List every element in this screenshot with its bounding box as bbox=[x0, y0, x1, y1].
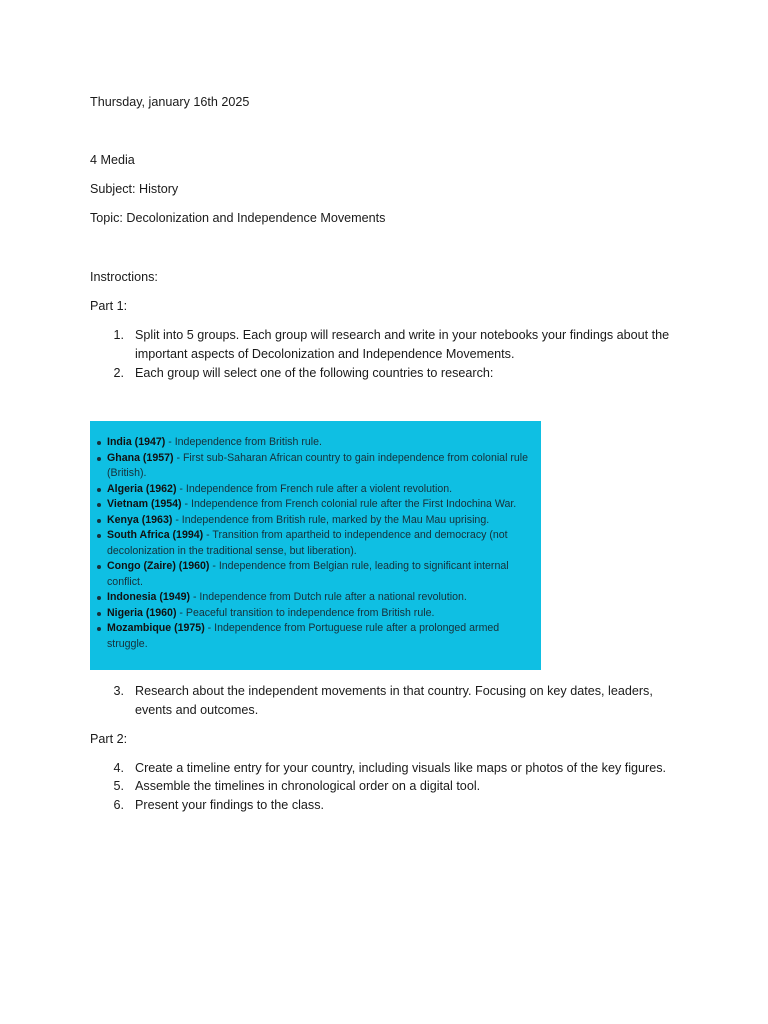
part1-heading: Part 1: bbox=[90, 299, 128, 313]
list-item-text: Create a timeline entry for your country, including visuals like maps or photos of the key figures. bbox=[135, 761, 667, 775]
country-item bbox=[96, 559, 536, 590]
bullet-icon bbox=[97, 503, 101, 507]
instructions-heading: Instroctions: bbox=[90, 270, 158, 284]
list-item-number: 2. bbox=[113, 366, 124, 380]
country-item bbox=[96, 435, 536, 451]
country-description: - Independence from Belgian rule, leading to significant internal conflict. bbox=[107, 560, 509, 588]
part2-heading: Part 2: bbox=[90, 732, 128, 746]
country-description: - Independence from French rule after a violent revolution. bbox=[176, 482, 453, 495]
country-item bbox=[96, 482, 536, 498]
country-description: - Independence from British rule, marked by the Mau Mau uprising. bbox=[172, 513, 490, 526]
bullet-icon bbox=[97, 519, 101, 523]
country-item bbox=[96, 590, 536, 606]
country-description: - Independence from French colonial rule after the First Indochina War. bbox=[181, 498, 517, 510]
list-item-text: Assemble the timelines in chronological order on a digital tool. bbox=[135, 779, 481, 793]
country-description: - Peaceful transition to independence from British rule. bbox=[176, 606, 435, 619]
countries-list bbox=[96, 435, 536, 652]
country-name: Indonesia (1949) bbox=[107, 591, 191, 603]
bullet-icon bbox=[97, 488, 101, 492]
bullet-icon bbox=[97, 565, 101, 569]
list-item-text: Each group will select one of the following countries to research: bbox=[135, 366, 494, 380]
country-item bbox=[96, 528, 536, 559]
bullet-icon bbox=[97, 627, 101, 631]
bullet-icon bbox=[97, 441, 101, 445]
list-item-number: 1. bbox=[113, 328, 124, 342]
bullet-icon bbox=[97, 534, 101, 538]
country-description: - Independence from Portuguese rule after a prolonged armed struggle. bbox=[107, 622, 500, 650]
list-item-number: 4. bbox=[113, 761, 124, 775]
topic-line: Topic: Decolonization and Independence Movements bbox=[90, 211, 386, 225]
subject-line: Subject: History bbox=[90, 182, 179, 196]
country-name: Mozambique (1975) bbox=[107, 622, 205, 634]
country-item bbox=[96, 513, 536, 529]
country-description: - Transition from apartheid to independence and democracy (not decolonization in the traditional sense, but liberation). bbox=[107, 529, 508, 557]
country-item bbox=[96, 497, 536, 513]
country-item bbox=[96, 451, 536, 482]
bullet-icon bbox=[97, 596, 101, 600]
country-name: Vietnam (1954) bbox=[107, 498, 182, 510]
list-item-text: Present your findings to the class. bbox=[135, 798, 325, 812]
country-name: South Africa (1994) bbox=[107, 529, 204, 541]
country-item bbox=[96, 621, 536, 652]
list-item-number: 3. bbox=[113, 684, 124, 698]
country-item bbox=[96, 606, 536, 622]
list-item-number: 6. bbox=[113, 798, 124, 812]
country-name: Ghana (1957) bbox=[107, 451, 174, 464]
bullet-icon bbox=[97, 457, 101, 461]
country-name: Congo (Zaire) (1960) bbox=[107, 560, 210, 572]
class-line: 4 Media bbox=[90, 153, 135, 167]
country-description: - First sub-Saharan African country to gain independence from colonial rule (British). bbox=[107, 451, 529, 479]
date-line: Thursday, january 16th 2025 bbox=[90, 95, 250, 109]
list-item-text: Split into 5 groups. Each group will research and write in your notebooks your findings about the important aspects of Decolonization and Independence Movements. bbox=[135, 328, 670, 361]
bullet-icon bbox=[97, 612, 101, 616]
country-description: - Independence from British rule. bbox=[165, 436, 322, 448]
list-item-text: Research about the independent movements in that country. Focusing on key dates, leaders, events and outcomes. bbox=[135, 684, 653, 717]
country-name: Kenya (1963) bbox=[107, 513, 173, 526]
country-name: Nigeria (1960) bbox=[107, 606, 177, 619]
country-name: Algeria (1962) bbox=[107, 482, 177, 495]
list-item-number: 5. bbox=[113, 779, 124, 793]
country-description: - Independence from Dutch rule after a national revolution. bbox=[190, 591, 467, 603]
country-name: India (1947) bbox=[107, 436, 166, 448]
countries-panel bbox=[90, 421, 541, 670]
